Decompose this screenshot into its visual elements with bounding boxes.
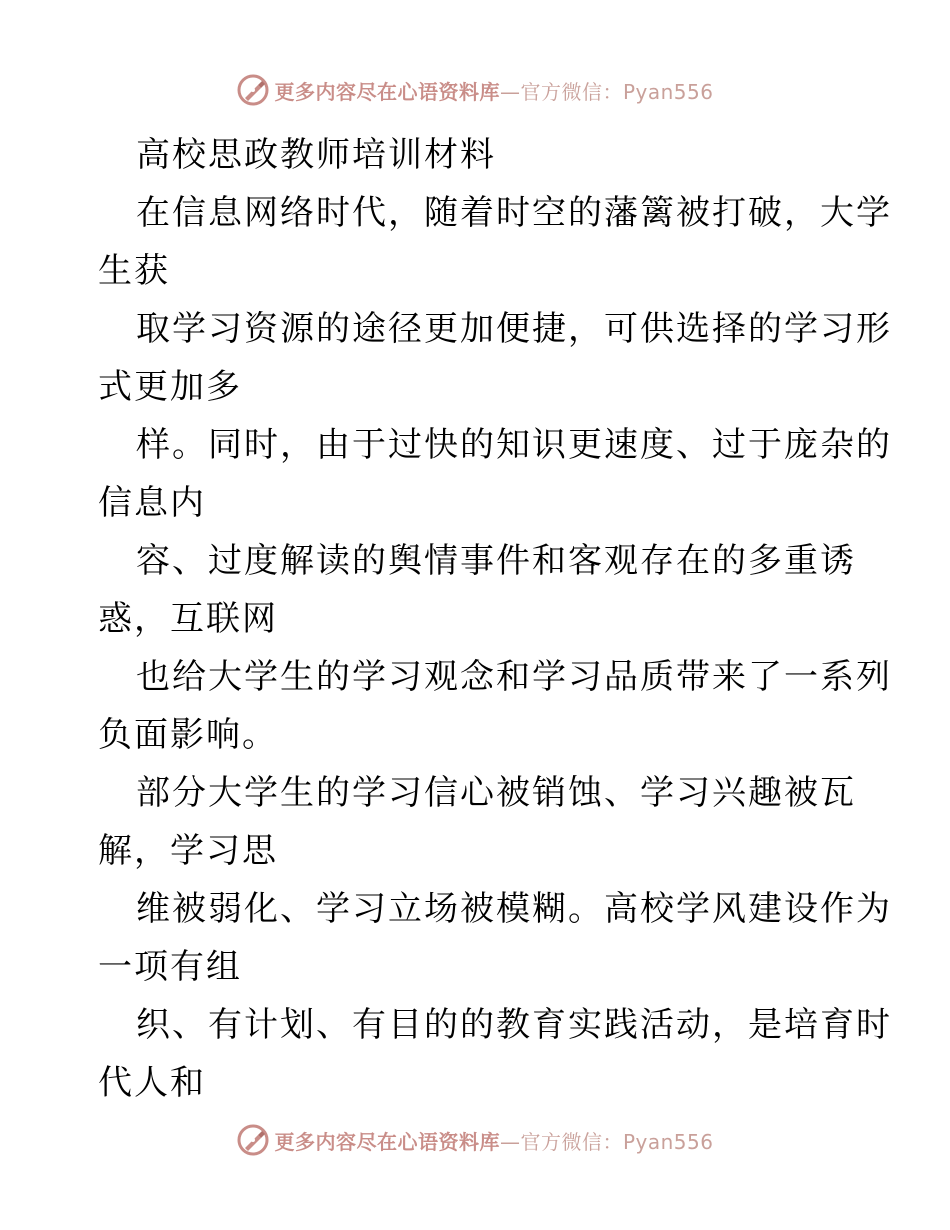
document-title: 高校思政教师培训材料	[136, 135, 496, 175]
text-line: 一项有组	[98, 947, 242, 987]
text-line: 取学习资源的途径更加便捷，可供选择的学习形	[136, 309, 892, 349]
watermark-brand-text: 更多内容尽在心语资料库	[274, 1129, 500, 1154]
text-line: 部分大学生的学习信心被销蚀、学习兴趣被瓦	[136, 773, 856, 813]
text-line: 维被弱化、学习立场被模糊。高校学风建设作为	[136, 889, 892, 929]
watermark-separator: —	[499, 1129, 521, 1154]
text-line: 式更加多	[98, 367, 242, 407]
text-line: 惑，互联网	[98, 599, 278, 639]
document-body	[98, 126, 892, 1112]
text-line: 信息内	[98, 483, 206, 523]
text-line: 容、过度解读的舆情事件和客观存在的多重诱	[136, 541, 856, 581]
text-line: 样。同时，由于过快的知识更速度、过于庞杂的	[136, 425, 892, 465]
text-line: 生获	[98, 251, 170, 291]
watermark-separator: —	[499, 79, 521, 104]
fountain-pen-icon	[236, 73, 270, 107]
text-line: 在信息网络时代，随着时空的藩篱被打破，大学	[136, 193, 892, 233]
fountain-pen-icon	[236, 1123, 270, 1157]
watermark-brand-text: 更多内容尽在心语资料库	[274, 79, 500, 104]
text-line: 负面影响。	[98, 715, 278, 755]
watermark-contact-text: 官方微信：Pyan556	[520, 1129, 714, 1154]
text-line: 解，学习思	[98, 831, 278, 871]
header-watermark-banner	[0, 68, 950, 112]
text-line: 织、有计划、有目的的教育实践活动，是培育时	[136, 1005, 892, 1045]
text-line: 代人和	[98, 1063, 206, 1103]
footer-watermark-banner	[0, 1118, 950, 1162]
text-line: 也给大学生的学习观念和学习品质带来了一系列	[136, 657, 892, 697]
watermark-contact-text: 官方微信：Pyan556	[520, 79, 714, 104]
